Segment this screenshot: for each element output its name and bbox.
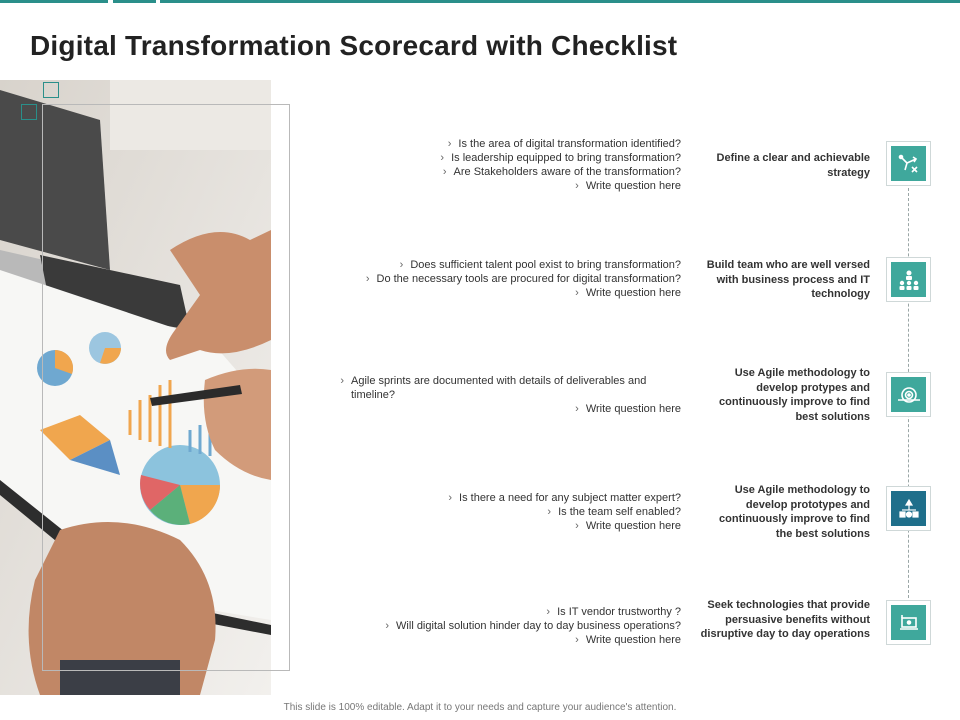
laptop-icon: [891, 605, 926, 640]
question-item: › Is the team self enabled?: [547, 506, 681, 518]
step-label: Use Agile methodology to develop prototypes and continuously improve to find the best solutions: [719, 484, 870, 540]
step-label: Seek technologies that provide persuasive benefits without disruptive day to day operations: [700, 599, 870, 640]
chevron-right-icon: ›: [575, 520, 579, 532]
step-icon-box: [886, 372, 931, 417]
page-title: Digital Transformation Scorecard with Checklist: [30, 30, 678, 61]
step-icon-box: [886, 257, 931, 302]
team-icon: [891, 262, 926, 297]
chevron-right-icon: ›: [385, 620, 390, 632]
process-network-icon: [891, 491, 926, 526]
question-item: › Write question here: [575, 180, 681, 192]
office-photo: [0, 80, 271, 695]
chevron-right-icon: ›: [447, 138, 452, 150]
question-item: › Will digital solution hinder day to day business operations?: [385, 620, 681, 632]
question-item: › Write question here: [575, 634, 681, 646]
question-item: › Write question here: [575, 403, 681, 415]
question-item: › Agile sprints are documented with details of deliverables and timeline?: [340, 375, 647, 401]
step-label: Use Agile methodology to develop protypes and continuously improve to find best solutions: [719, 367, 870, 423]
chevron-right-icon: ›: [365, 273, 370, 285]
chevron-right-icon: ›: [448, 492, 453, 504]
chevron-right-icon: ›: [340, 375, 344, 387]
decorative-square: [21, 104, 37, 120]
step-icon-box: [886, 600, 931, 645]
step-icon-box: [886, 486, 931, 531]
question-list: [281, 491, 681, 533]
question-item: › Write question here: [575, 520, 681, 532]
top-accent-bar: [0, 0, 960, 3]
chevron-right-icon: ›: [442, 166, 447, 178]
decorative-square: [43, 82, 59, 98]
chevron-right-icon: ›: [575, 403, 579, 415]
chevron-right-icon: ›: [575, 180, 579, 192]
chevron-right-icon: ›: [575, 287, 579, 299]
strategy-arrows-icon: [891, 146, 926, 181]
question-item: › Are Stakeholders aware of the transformation?: [442, 166, 681, 178]
question-list: [281, 374, 681, 416]
chevron-right-icon: ›: [399, 259, 404, 271]
question-list: [281, 258, 681, 300]
chevron-right-icon: ›: [575, 634, 579, 646]
question-item: › Does sufficient talent pool exist to bring transformation?: [399, 259, 681, 271]
footer-note: This slide is 100% editable. Adapt it to your needs and capture your audience's attention.: [283, 702, 677, 713]
question-list: [281, 605, 681, 647]
question-item: › Write question here: [575, 287, 681, 299]
chevron-right-icon: ›: [547, 506, 552, 518]
question-item: › Is IT vendor trustworthy ?: [546, 606, 681, 618]
question-list: [281, 137, 681, 193]
step-label: Build team who are well versed with business process and IT technology: [706, 259, 870, 300]
step-icon-box: [886, 141, 931, 186]
chevron-right-icon: ›: [440, 152, 445, 164]
step-label: Define a clear and achievable strategy: [716, 152, 870, 179]
question-item: › Is leadership equipped to bring transformation?: [440, 152, 681, 164]
target-cycle-icon: [891, 377, 926, 412]
chevron-right-icon: ›: [546, 606, 551, 618]
question-item: › Is there a need for any subject matter expert?: [448, 492, 681, 504]
question-item: › Do the necessary tools are procured for digital transformation?: [365, 273, 681, 285]
question-item: › Is the area of digital transformation identified?: [447, 138, 681, 150]
